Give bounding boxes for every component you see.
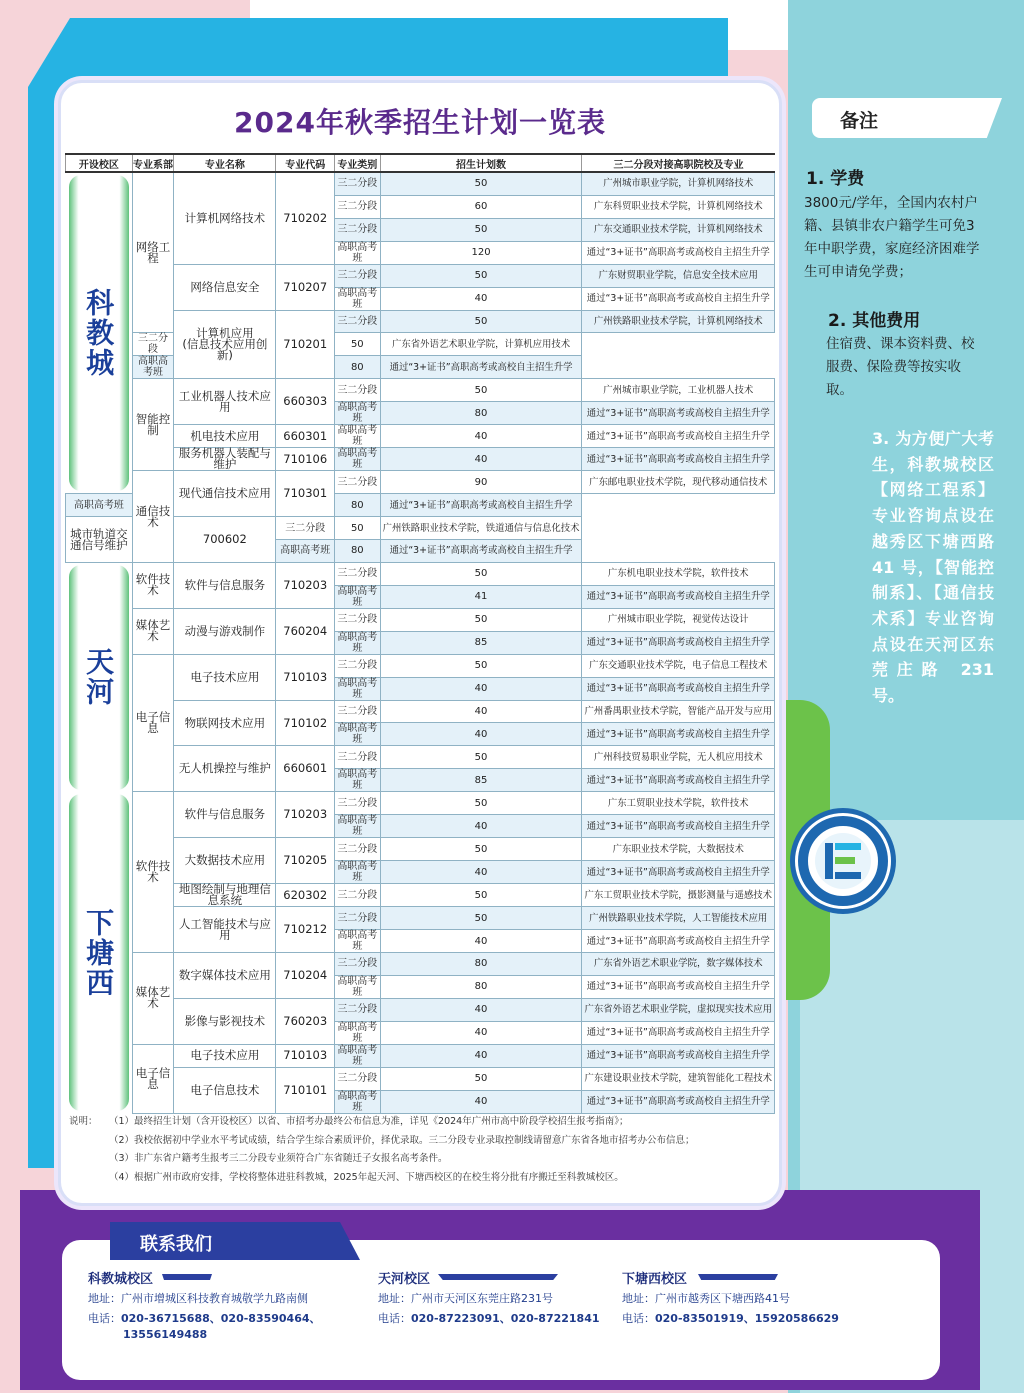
phone-numbers[interactable]: 020-87223091、020-87221841: [411, 1312, 600, 1325]
category-cell: 高职高考班: [335, 861, 381, 884]
plan-count-cell: 40: [380, 998, 582, 1021]
major-name-cell: 大数据技术应用: [174, 838, 276, 884]
category-cell: 三二分段: [335, 1067, 381, 1090]
major-code-cell: 700602: [174, 517, 276, 563]
campus-name-underline: [162, 1274, 212, 1280]
category-cell: 高职高考班: [335, 1090, 381, 1113]
plan-card: [58, 80, 782, 1206]
category-cell: 三二分段: [335, 471, 381, 494]
address-xiatangxi: 地址：广州市越秀区下塘西路41号: [622, 1292, 790, 1305]
plan-count-cell: 40: [380, 723, 582, 746]
dept-cell: 媒体艺术: [132, 953, 174, 1045]
plan-count-cell: 80: [380, 402, 582, 425]
partner-school-cell: 通过“3+证书”高职高考或高校自主招生升学: [582, 631, 775, 654]
category-cell: 三二分段: [335, 218, 381, 241]
major-code-cell: 760203: [276, 998, 335, 1044]
campus-name-tianhe: 天河校区: [378, 1272, 431, 1287]
plan-count-cell: 50: [380, 907, 582, 930]
category-cell: 高职高考班: [335, 975, 381, 998]
plan-count-cell: 50: [380, 792, 582, 815]
campus-name-underline: [438, 1274, 558, 1280]
partner-school-cell: 广州城市职业学院，计算机网络技术: [582, 172, 775, 195]
partner-school-cell: 通过“3+证书”高职高考或高校自主招生升学: [582, 930, 775, 953]
category-cell: 高职高考班: [335, 448, 381, 471]
plan-count-cell: 80: [380, 975, 582, 998]
category-cell: 高职高考班: [335, 677, 381, 700]
header-code: 专业代码: [276, 154, 335, 172]
category-cell: 三二分段: [335, 172, 381, 195]
plan-count-cell: 50: [380, 608, 582, 631]
category-cell: 高职高考班: [335, 1044, 381, 1067]
plan-count-cell: 90: [380, 471, 582, 494]
campus-label-box: [69, 175, 129, 492]
phone-tianhe: [378, 1310, 600, 1326]
table-header-row: [66, 154, 775, 172]
plan-count-cell: 80: [380, 953, 582, 976]
table-row: [66, 608, 775, 631]
plan-count-cell: 40: [380, 425, 582, 448]
major-code-cell: 710103: [276, 654, 335, 700]
category-cell: 三二分段: [335, 884, 381, 907]
plan-count-cell: 40: [380, 815, 582, 838]
category-cell: 高职高考班: [335, 930, 381, 953]
major-name-cell: 软件与信息服务: [174, 562, 276, 608]
major-name-cell: 城市轨道交通信号维护: [66, 517, 133, 563]
logo-ring-icon: [795, 813, 891, 909]
major-name-cell: 工业机器人技术应用: [174, 379, 276, 425]
campus-cell: [66, 562, 133, 791]
table-row: [66, 792, 775, 815]
major-name-cell: 计算机应用 (信息技术应用创新): [174, 310, 276, 379]
address-kejiaocheng: 地址：广州市增城区科技教育城敬学九路南侧: [88, 1292, 308, 1305]
category-cell: 高职高考班: [335, 769, 381, 792]
category-cell: 三二分段: [335, 654, 381, 677]
category-cell: 三二分段: [335, 907, 381, 930]
category-cell: 高职高考班: [335, 241, 381, 264]
remark-fees-text: 住宿费、课本资料费、校服费、保险费等按实收取。: [826, 336, 975, 398]
plan-count-cell: 80: [335, 494, 381, 517]
plan-count-cell: 40: [380, 448, 582, 471]
partner-school-cell: 通过“3+证书”高职高考或高校自主招生升学: [582, 815, 775, 838]
dept-cell: 网络工程: [132, 172, 174, 333]
partner-school-cell: 广东机电职业技术学院，软件技术: [582, 562, 775, 585]
plan-count-cell: 50: [380, 654, 582, 677]
plan-count-cell: 50: [380, 218, 582, 241]
major-name-cell: 服务机器人装配与维护: [174, 448, 276, 471]
major-name-cell: 机电技术应用: [174, 425, 276, 448]
plan-count-cell: 50: [335, 333, 381, 356]
category-cell: 三二分段: [335, 838, 381, 861]
plan-count-cell: 50: [380, 562, 582, 585]
category-cell: 高职高考班: [335, 723, 381, 746]
table-row: [66, 172, 775, 195]
category-cell: 三二分段: [335, 195, 381, 218]
header-dept: 专业系部: [132, 154, 174, 172]
remark-consult-text: 3. 为方便广大考生，科教城校区【网络工程系】专业咨询点设在越秀区下塘西路 41 号，【智能控制系】、【通信技术系】专业咨询点设在天河区东莞庄路 231 号。: [872, 429, 994, 706]
major-code-cell: 710203: [276, 792, 335, 838]
partner-school-cell: 通过“3+证书”高职高考或高校自主招生升学: [380, 540, 582, 563]
major-code-cell: 710207: [276, 264, 335, 310]
major-code-cell: 710102: [276, 700, 335, 746]
plan-count-cell: 85: [380, 631, 582, 654]
contact-title: 联系我们: [140, 1234, 212, 1255]
category-cell: 三二分段: [132, 333, 174, 356]
major-code-cell: 710204: [276, 953, 335, 999]
major-name-cell: 动漫与游戏制作: [174, 608, 276, 654]
plan-count-cell: 41: [380, 585, 582, 608]
remark-fees-heading: 2. 其他费用: [828, 311, 921, 331]
phone-numbers[interactable]: 020-83501919、15920586629: [655, 1312, 839, 1325]
campus-name-xiatangxi: 下塘西校区: [622, 1272, 688, 1287]
campus-label: 下塘西: [82, 907, 116, 998]
major-code-cell: 660301: [276, 425, 335, 448]
major-name-cell: 现代通信技术应用: [174, 471, 276, 517]
phone-label: 电话：: [88, 1312, 121, 1325]
category-cell: 三二分段: [335, 998, 381, 1021]
partner-school-cell: 广州铁路职业技术学院，人工智能技术应用: [582, 907, 775, 930]
category-cell: 高职高考班: [335, 815, 381, 838]
table-row: [66, 356, 775, 379]
dept-cell: 软件技术: [132, 792, 174, 953]
major-code-cell: 710103: [276, 1044, 335, 1067]
partner-school-cell: 广东财贸职业学院，信息安全技术应用: [582, 264, 775, 287]
school-logo: [790, 808, 896, 914]
remark-tuition-heading: 1. 学费: [806, 169, 865, 189]
partner-school-cell: 广州城市职业学院，视觉传达设计: [582, 608, 775, 631]
partner-school-cell: 广东建设职业技术学院，建筑智能化工程技术: [582, 1067, 775, 1090]
major-code-cell: 660601: [276, 746, 335, 792]
partner-school-cell: 通过“3+证书”高职高考或高校自主招生升学: [582, 1021, 775, 1044]
partner-school-cell: 广州铁路职业技术学院，铁道通信与信息化技术: [380, 517, 582, 540]
partner-school-cell: 通过“3+证书”高职高考或高校自主招生升学: [582, 723, 775, 746]
major-code-cell: 710202: [276, 172, 335, 264]
table-row: [66, 562, 775, 585]
major-name-cell: 网络信息安全: [174, 264, 276, 310]
dept-cell: 通信技术: [132, 471, 174, 563]
campus-name-underline: [698, 1274, 778, 1280]
major-name-cell: 电子技术应用: [174, 1044, 276, 1067]
partner-school-cell: 通过“3+证书”高职高考或高校自主招生升学: [582, 425, 775, 448]
partner-school-cell: 通过“3+证书”高职高考或高校自主招生升学: [380, 494, 582, 517]
dept-cell: 电子信息: [132, 1044, 174, 1113]
major-name-cell: 物联网技术应用: [174, 700, 276, 746]
note-item: （4）根据广州市政府安排，学校将整体进驻科教城，2025年起天河、下塘西校区的在校生将分批有序搬迁至科教城校区。: [109, 1171, 624, 1183]
notes-lead: 说明：: [69, 1116, 98, 1127]
partner-school-cell: 通过“3+证书”高职高考或高校自主招生升学: [582, 448, 775, 471]
category-cell: 三二分段: [335, 608, 381, 631]
category-cell: 高职高考班: [276, 540, 335, 563]
phone-kejiaocheng-2: [123, 1328, 207, 1341]
header-campus: 开设校区: [66, 154, 133, 172]
note-item: （2）我校依据初中学业水平考试成绩，结合学生综合素质评价，择优录取。三二分段专业录取控制线请留意广东省各地市招考办公布信息；: [109, 1134, 695, 1146]
major-code-cell: 710205: [276, 838, 335, 884]
category-cell: 三二分段: [335, 562, 381, 585]
plan-count-cell: 80: [335, 540, 381, 563]
note-item: （1）最终招生计划（含开设校区）以省、市招考办最终公布信息为准，详见《2024年广州市高中阶段学校招生报考指南》；: [109, 1116, 629, 1127]
plan-count-cell: 40: [380, 700, 582, 723]
partner-school-cell: 广东工贸职业技术学院，摄影测量与遥感技术: [582, 884, 775, 907]
plan-count-cell: 60: [380, 195, 582, 218]
partner-school-cell: 广州科技贸易职业学院，无人机应用技术: [582, 746, 775, 769]
page-title: 2024年秋季招生计划一览表: [234, 106, 606, 139]
partner-school-cell: 通过“3+证书”高职高考或高校自主招生升学: [380, 356, 582, 379]
plan-count-cell: 50: [380, 379, 582, 402]
category-cell: 三二分段: [335, 792, 381, 815]
plan-count-cell: 50: [380, 746, 582, 769]
phone-label: 电话：: [378, 1312, 411, 1325]
partner-school-cell: 广州番禺职业技术学院，智能产品开发与应用: [582, 700, 775, 723]
table-row: [66, 953, 775, 976]
category-cell: 高职高考班: [335, 1021, 381, 1044]
major-name-cell: 影像与影视技术: [174, 998, 276, 1044]
campus-cell: [66, 172, 133, 494]
table-row: [66, 654, 775, 677]
category-cell: 三二分段: [335, 953, 381, 976]
plan-count-cell: 40: [380, 1021, 582, 1044]
major-name-cell: 电子信息技术: [174, 1067, 276, 1113]
major-name-cell: 无人机操控与维护: [174, 746, 276, 792]
category-cell: 三二分段: [335, 379, 381, 402]
plan-count-cell: 85: [380, 769, 582, 792]
partner-school-cell: 通过“3+证书”高职高考或高校自主招生升学: [582, 402, 775, 425]
partner-school-cell: 通过“3+证书”高职高考或高校自主招生升学: [582, 585, 775, 608]
major-name-cell: 人工智能技术与应用: [174, 907, 276, 953]
major-code-cell: 710212: [276, 907, 335, 953]
partner-school-cell: 广东科贸职业技术学院，计算机网络技术: [582, 195, 775, 218]
plan-count-cell: 80: [335, 356, 381, 379]
partner-school-cell: 广州城市职业学院，工业机器人技术: [582, 379, 775, 402]
partner-school-cell: 通过“3+证书”高职高考或高校自主招生升学: [582, 1044, 775, 1067]
partner-school-cell: 广东省外语艺术职业学院，数字媒体技术: [582, 953, 775, 976]
category-cell: 高职高考班: [335, 287, 381, 310]
category-cell: 高职高考班: [335, 631, 381, 654]
major-code-cell: 620302: [276, 884, 335, 907]
phone-xiatangxi: [622, 1310, 839, 1326]
phone-kejiaocheng: [88, 1310, 321, 1326]
major-code-cell: 660303: [276, 379, 335, 425]
partner-school-cell: 广东职业技术学院，大数据技术: [582, 838, 775, 861]
plan-count-cell: 120: [380, 241, 582, 264]
header-type: 专业类别: [335, 154, 381, 172]
plan-count-cell: 50: [380, 310, 582, 333]
dept-cell: 电子信息: [132, 654, 174, 792]
category-cell: 高职高考班: [335, 425, 381, 448]
enrollment-plan-table: [65, 153, 775, 1114]
category-cell: 高职高考班: [132, 356, 174, 379]
header-school: 三二分段对接高职院校及专业: [582, 154, 775, 172]
phone-numbers[interactable]: 020-36715688、020-83590464、: [121, 1312, 321, 1325]
campus-name-kejiaocheng: 科教城校区: [88, 1272, 154, 1287]
note-item: （3）非广东省户籍考生报考三二分段专业须符合广东省随迁子女报名高考条件。: [109, 1153, 448, 1164]
partner-school-cell: 广东交通职业技术学院，电子信息工程技术: [582, 654, 775, 677]
plan-count-cell: 50: [335, 517, 381, 540]
partner-school-cell: 通过“3+证书”高职高考或高校自主招生升学: [582, 861, 775, 884]
notes: [69, 1113, 769, 1187]
phone-label: 电话：: [622, 1312, 655, 1325]
plan-count-cell: 40: [380, 677, 582, 700]
partner-school-cell: 通过“3+证书”高职高考或高校自主招生升学: [582, 769, 775, 792]
partner-school-cell: 通过“3+证书”高职高考或高校自主招生升学: [582, 975, 775, 998]
phone-numbers[interactable]: 13556149488: [123, 1328, 208, 1341]
partner-school-cell: 广东省外语艺术职业学院，计算机应用技术: [380, 333, 582, 356]
header-major: 专业名称: [174, 154, 276, 172]
dept-cell: 智能控制: [132, 379, 174, 471]
plan-count-cell: 40: [380, 1044, 582, 1067]
major-code-cell: 710203: [276, 562, 335, 608]
remark-tuition-text: 3800元/学年，全国内农村户籍、县镇非农户籍学生可免3年中职学费，家庭经济困难学生可申请免学费；: [804, 195, 980, 280]
category-cell: 高职高考班: [335, 402, 381, 425]
plan-count-cell: 50: [380, 264, 582, 287]
plan-count-cell: 40: [380, 930, 582, 953]
partner-school-cell: 通过“3+证书”高职高考或高校自主招生升学: [582, 1090, 775, 1113]
remarks-title: 备注: [840, 110, 879, 132]
campus-label-box: [69, 794, 129, 1111]
campus-label: 天河: [82, 647, 116, 708]
major-code-cell: 710101: [276, 1067, 335, 1113]
plan-count-cell: 40: [380, 861, 582, 884]
major-name-cell: 电子技术应用: [174, 654, 276, 700]
partner-school-cell: 通过“3+证书”高职高考或高校自主招生升学: [582, 241, 775, 264]
header-count: 招生计划数: [380, 154, 582, 172]
partner-school-cell: 广州铁路职业技术学院，计算机网络技术: [582, 310, 775, 333]
partner-school-cell: 广东邮电职业技术学院，现代移动通信技术: [582, 471, 775, 494]
campus-cell: [66, 792, 133, 1113]
partner-school-cell: 通过“3+证书”高职高考或高校自主招生升学: [582, 287, 775, 310]
plan-count-cell: 50: [380, 838, 582, 861]
partner-school-cell: 广东交通职业技术学院，计算机网络技术: [582, 218, 775, 241]
category-cell: 三二分段: [335, 264, 381, 287]
plan-count-cell: 40: [380, 287, 582, 310]
table-row: [66, 333, 775, 356]
plan-count-cell: 50: [380, 1067, 582, 1090]
major-name-cell: 计算机网络技术: [174, 172, 276, 264]
category-cell: 三二分段: [335, 310, 381, 333]
campus-label: 科教城: [82, 288, 116, 379]
plan-count-cell: 50: [380, 884, 582, 907]
campus-label-box: [69, 565, 129, 790]
dept-cell: 软件技术: [132, 562, 174, 608]
table-row: [66, 379, 775, 402]
category-cell: 三二分段: [276, 517, 335, 540]
plan-count-cell: 50: [380, 172, 582, 195]
major-code-cell: 710301: [276, 471, 335, 517]
partner-school-cell: 广东省外语艺术职业学院，虚拟现实技术应用: [582, 998, 775, 1021]
major-code-cell: 710201: [276, 310, 335, 379]
table-row: [66, 1044, 775, 1067]
category-cell: 三二分段: [335, 746, 381, 769]
dept-cell: 媒体艺术: [132, 608, 174, 654]
major-name-cell: 地图绘制与地理信息系统: [174, 884, 276, 907]
partner-school-cell: 通过“3+证书”高职高考或高校自主招生升学: [582, 677, 775, 700]
category-cell: 高职高考班: [66, 494, 133, 517]
partner-school-cell: 广东工贸职业技术学院，软件技术: [582, 792, 775, 815]
major-code-cell: 710106: [276, 448, 335, 471]
category-cell: 高职高考班: [335, 585, 381, 608]
major-code-cell: 760204: [276, 608, 335, 654]
address-tianhe: 地址：广州市天河区东莞庄路231号: [378, 1292, 553, 1305]
plan-count-cell: 40: [380, 1090, 582, 1113]
major-name-cell: 软件与信息服务: [174, 792, 276, 838]
major-name-cell: 数字媒体技术应用: [174, 953, 276, 999]
category-cell: 三二分段: [335, 700, 381, 723]
table-row: [66, 471, 775, 494]
